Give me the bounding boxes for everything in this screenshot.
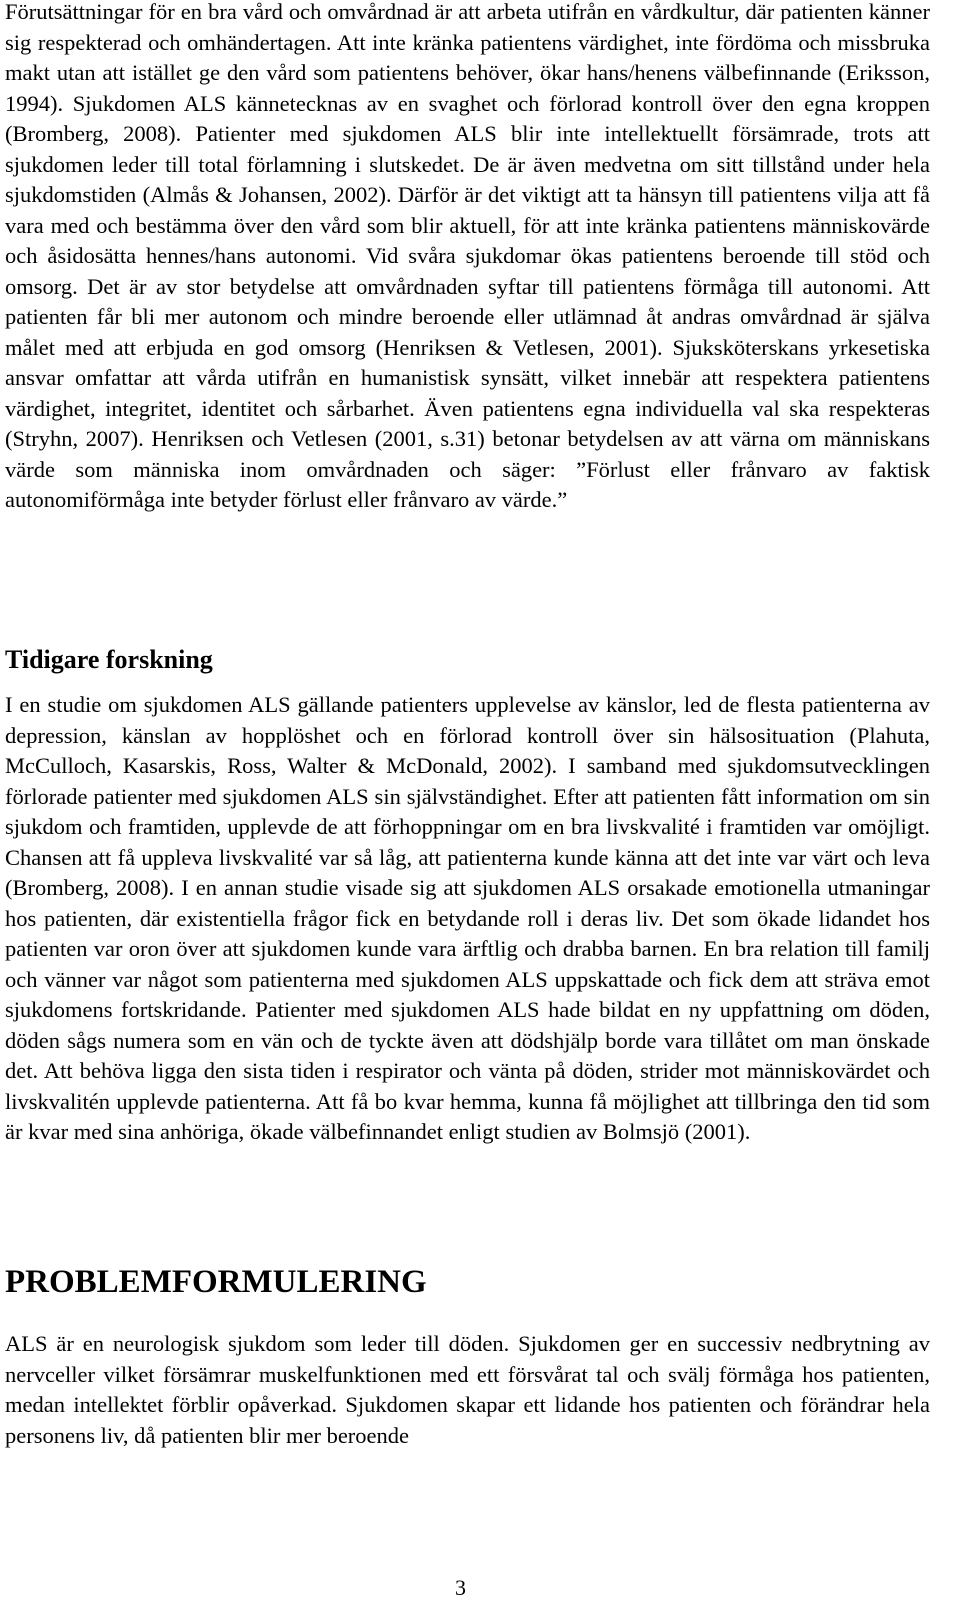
intro-text-part-2: De är även medvetna om sitt tillstånd under hela sjukdomstiden (Almås & Johansen, 2002). Därför är det viktigt att ta hänsyn till patientens vilja att få vara med och bestämma över den vård som blir aktuell, för att inte kränka patientens människovärde och åsidosätta hennes/hans autonomi. Vid svåra sjukdomar ökas patientens beroende till stöd och omsorg. Det är av stor betydelse att omvårdnaden syftar till patientens förmåga till autonomi. Att patienten får bli mer autonom och mindre beroende eller utlämnad åt andras omvårdnad är själva målet med att erbjuda en god omsorg (Henriksen & Vetlesen, 2001). Sjuksköterskans yrkesetiska ansvar omfattar att vårda utifrån en humanistisk synsätt, vilket innebär att respektera patientens värdighet, integritet, identitet och sårbarhet. Även patientens egna individuella val ska respekteras (Stryhn, 2007). Henriksen och Vetlesen (2001, s.31) betonar betydelsen av att värna om människans värde som människa inom omvårdnaden och säger: ”Förlust eller frånvaro av faktisk autonomiförmåga inte betyder förlust eller frånvaro av värde.”: [5, 151, 930, 512]
intro-text-part-1: Förutsättningar för en bra vård och omvårdnad är att arbeta utifrån en vårdkultur, där patienten känner sig respekterad och omhändertagen. Att inte kränka patientens värdighet, inte fördöma och missbruka makt utan att istället ge den vård som patientens behöver, ökar hans/henens välbefinnande (Eriksson, 1994). Sjukdomen ALS kännetecknas av en svaghet och förlorad kontroll över den egna kroppen (Bromberg, 2008). Patienter med sjukdomen ALS blir inte intellektuellt försämrade, trots att sjukdomen leder till total förlamning i slutskedet.: [5, 0, 930, 177]
document-page: [5, 0, 930, 1448]
problemformulering-paragraph: ALS är en neurologisk sjukdom som leder till döden. Sjukdomen ger en successiv nedbrytning av nervceller vilket försämrar muskelfunktionen med ett försvårat tal och svälj förmåga hos patienten, medan intellektet förblir opåverkad. Sjukdomen skapar ett lidande hos patienten och förändrar hela personens liv, då patienten blir mer beroende: [5, 1331, 930, 1448]
section-heading-problemformulering: PROBLEMFORMULERING: [5, 1264, 427, 1300]
section-heading-tidigare-forskning: Tidigare forskning: [5, 645, 213, 674]
intro-paragraph: [5, 0, 930, 516]
page-number: 3: [455, 1575, 466, 1600]
tidigare-forskning-paragraph: I en studie om sjukdomen ALS gällande patienters upplevelse av känslor, led de flesta patienterna av depression, känslan av hopplöshet och en förlorad kontroll över sin hälsosituation (Plahuta, McCulloch, Kasarskis, Ross, Walter & McDonald, 2002). I samband med sjukdomsutvecklingen förlorade patienter med sjukdomen ALS sin självständighet. Efter att patienten fått information om sin sjukdom och framtiden, upplevde de att förhoppningar om en bra livskvalité i framtiden var omöjligt. Chansen att få uppleva livskvalité var så låg, att patienterna kunde känna att det inte var värt och leva (Bromberg, 2008). I en annan studie visade sig att sjukdomen ALS orsakade emotionella utmaningar hos patienten, där existentiella frågor fick en betydande roll i deras liv. Det som ökade lidandet hos patienten var oron över att sjukdomen kunde vara ärftlig och drabba barnen. En bra relation till familj och vänner var något som patienterna med sjukdomen ALS uppskattade och fick dem att sträva emot sjukdomens fortskridande. Patienter med sjukdomen ALS hade bildat en ny uppfattning om döden, döden sågs numera som en vän och de tyckte även att dödshjälp borde vara tillåtet om man önskade det. Att behöva ligga den sista tiden i respirator och vänta på döden, strider mot människovärdet och livskvalitén upplevde patienterna. Att få bo kvar hemma, kunna få möjlighet att tillbringa den tid som är kvar med sina anhöriga, ökade välbefinnandet enligt studien av Bolmsjö (2001).: [5, 692, 930, 1144]
